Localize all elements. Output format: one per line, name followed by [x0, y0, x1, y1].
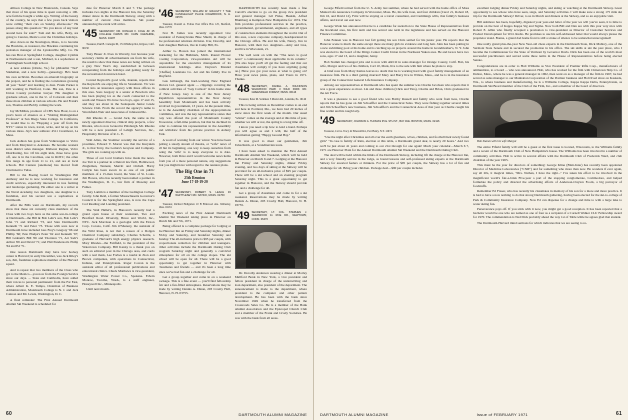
body-paragraph: A new address (Oriole, Va.) for philatelist "Ted" Snideman, and a new hobby—genealogy. He's been his own archivist. Becomes an emerald biography on the project, and he is finding the correlations growing all year "hand" and learning to dust. Frank Parker is still working in Hartford, Conn. His son, Pete is a Union County probation lawyer. His daughter is graduate school, one in the U. of Colorado and then three more children at various schools. He and Frank's son, Thomas and Bobby coming the work.: [6, 66, 79, 108]
class-secretary: SECRETARY, LT. COL. STEPHEN J. SHERWOOD 11 ROE DR., NEWTOWN, CONN. 06470: [251, 211, 307, 221]
class-year: '49: [234, 209, 250, 222]
class-secretary: SECRETARY, DANIEL A. WILKINSON WILDWOOD PARK 3 WILD PARK RD. GREENFIELD FOREST, PENN. 06116: [251, 85, 307, 95]
body-paragraph: A word of warning from our wives: You have been getting a steady stream of theatre, or "wife" news of all but its beginning, one way to keep ourselves from being the 'wife' is to keep everyone to is date. However, both Dave and I would welcome news items from you of a more personal nature, any suggestions that you might have with regard to the reunion plans.: [158, 138, 231, 167]
class-header-48: [235, 83, 307, 96]
body-paragraph: Exciting news of the First Annual Dartmouth Alumni Ski Weekend taking place in Hanover on March 6th and 7th, 1971.: [158, 210, 231, 223]
class-year: '49: [320, 115, 335, 128]
class-treasurer: Treasurer, Carl A. Tracy 42 Emerald Rd., Port Henry, N.Y. 12974: [324, 130, 392, 134]
couple-photo: [473, 90, 622, 138]
body-paragraph: Allison College in New Brunswick, Canada. Says that most of his spare time is spent restoring a 100-acre farm he bought a while ago. Writing of the beauty of the country, he says that a few years back visitors were calling "their cars on Sunday afternoons." He passes along this question: "Do you know of any land around here for sale?" Tom and his wife, Betty, are going to Cancun, Mexico over the Christmas holidays.: [6, 6, 79, 39]
body-paragraph: The Dartmouth-Harvard mind sermons for which indicates that we are seeing to re-: [477, 220, 588, 225]
class-secretary: SECRETARY, WILLIAM W. GRAULTY 7 THE CANDLELIGHT PLACE COLEBROOK, N. H. 03576: [175, 9, 231, 20]
reunion-dates: 25th Reunion June 17-18-19-20: [181, 175, 208, 185]
reunion-title: The Big One in 71: [175, 169, 214, 175]
body-paragraph: Jack Ashton has gone from Volkswagen to Volvo and from Maryland to Arkansas. He became western zone district sales manager. Midwest Region, Volvo Distributing, Inc. Of his eight kids, three have gone off, one is in the Carolinas, one in ROTC; the other five range in age from 11 to 21, and are at local schools. Hal Cannon (anemone) has moved from Cincinnati to Tulsa.: [6, 138, 79, 172]
body-paragraph: Bill Ashmore has been, hopefully, digested your year-end letter of the year we will you've seen, it is time to provide on the best of Kappa Kappa Sig and Sigma. Now both Bill and Dan are with this year very nice with Robert E. Albin who finally accepted a promotion to vice-president as Director of Customer Services and Product Development for W.O. Radio. He promises to use his self-addressed letter that would always please the proprietor stand. Bonne, a grand dad home front is still a stroke of silence to be somewhat unrecognized!: [473, 19, 622, 41]
body-paragraph: George Wade has announced that he is a candidate for reelection to the State House of Representatives from the Rockland area, his first term and has served one term in the legislature and has served on the Hanover Finance Committee.: [320, 23, 469, 37]
class-year: '47: [158, 187, 174, 200]
body-paragraph: The Walt Hallet's, in Hanover's recently had a grand open house at their restaurant, Two and Bradford Road. Diversity, Bruce and World, Inc., NYC. Jack Morrison is a geologist with the Exxon Corp. Corona, Calif. Jim O'Shanary, the assistant of the Wild Rose, is not that a reason of a Dolgen Chemical Company subsidiary. Charles Schottle, a graduate of Harvard's high energy physics research. Mary Rhodes—the Fairfield, is the president of the Watertown Company. Bill Kenny is a thank you on such an editorial post in the Chicago area, and cards with a real mark, Lee Forbes is a tourist in Zion and Brown companies, with operations in Connecticut, Indiana, and Pennsylvania. Roger Cowan is the assistant editor of all professional publications and educational clinics. Chuck Matthews is vice-president, Washington Water Power Co., Spokane. Edwin Monroe, Tacoma, Wash., is a staff engineer, Honeywell Inc., Minneapolis.: [82, 208, 155, 286]
body-paragraph: And to repeat that two members of the Class who got to the Mexico—you now from the Foreign Service since our days. ... State and Cambodia, have added their voices to personal permanent: from the Far East, where Albert K. E. Tumpa, Chairman of Business Administration, Monmouth College is N. J. and Jack Cannon and Mr. Lewis, Washington, D. C.: [6, 267, 79, 297]
body-paragraph: A final reminder: The First Annual Dartmouth Alumni Ski Weekend is scheduled for: [6, 297, 79, 306]
class-header-49: [320, 115, 469, 128]
class-header-46: [159, 8, 231, 21]
right-footer: [320, 412, 622, 417]
page-number: 61: [616, 411, 622, 417]
portrait-photo: [235, 225, 307, 269]
body-paragraph: The deal will be held within the limits of the Dartmouth Skiway, including lift the charge at the Hanover Inn, and a very friendly service in the lodge, as bound lessons and self-professed skiing experts at the Dartmouth Skiway for assorted feelers or thinkers. For the price of $95 per couple, the Skiway has a lot of fun and challenge for all. Bring your children. Package deal—$90 per couple includes: [320, 153, 469, 170]
body-paragraph: Bob Stamm has changed jobs and is now with ARCO in sales manager for Orange County, Calif. Bob, his wife, Margot and two of his children, Carl 10, Mark, live to the sale with him where he plans to stay.: [320, 59, 469, 68]
body-paragraph: I know you need a tip how to lend a hand. Perhaps you will agree as and I will, the half of the information getting "Happy Ground Bay.": [234, 125, 307, 138]
body-paragraph: Arthur G. Bowen has joined the international marketing for the Hallmark, Mich. Round Flower Coating Corporation, vice-president. Art will be responsible for the executive management of its international holdings. Also Dayton's Mandel (Chaffee) Louisiana Co. Art and his family live in Mayfield.: [158, 49, 231, 78]
body-paragraph: I have been asked to mention the First Annual Dartmouth Alumni Ski Weekend, which will be held in Hanover on March 6 and 7. Lodging at the Hanover Inn Friday and Saturday nights, dinner Friday evening, and two days of skiing at the Skiway will be provided for an all-inclusive price of $95 per couple. There will be a ski school and an evening program Saturday night. This is a great opportunity to get together in Hanover, and the Skiway should provide fun and a challenge for all.: [234, 148, 307, 190]
body-paragraph: This is being written as December comes to an end and here in Portland, Me., we have had 20 inches of snow since the first week of the month. Our usual "winter" comes on the average and at this time of year, whether we will or not, the spring is a long time off.: [234, 103, 307, 124]
body-paragraph: Bill to the Boeing board in Washington Bill Anthony and he is now working for insurance and credit services, especially interested in tree farming and landscape gardening. He either one is a writer at the Naval Academy, two daughters, one daughter is a freshman, and his second son a sophomore at Dartmouth.: [6, 173, 79, 202]
body-paragraph: Among our representatives at Dartmouth who has spent the summer was Charlie Jacobsen who reports that it was a great experience as most. Lin and three children (Chris and Tina), Charlie and Brian, Chris graduated in the Air Force.: [320, 83, 469, 96]
body-paragraph: date for Hanover March 6 and 7. The package includes two nights at the Hanover Inn, the Saturday dinner dance in the Dartmouth Skiway, along with a number of current class members. Ski poster announcing the event will arrive.: [82, 6, 155, 27]
left-column-2: [82, 6, 154, 406]
portrait-body: [495, 120, 598, 138]
issue-date: Issue of FEBRUARY 1971: [476, 412, 528, 417]
left-column-3: [159, 6, 231, 406]
class-treasurer: Treasurer, Paul B. Carnegie III, 174 Winthrop Rd., Kilgore, Calif. 96130: [82, 43, 155, 50]
left-footer: [6, 412, 307, 417]
body-paragraph: Until next month.: [86, 287, 110, 292]
class-year: '45: [82, 28, 98, 41]
right-page: [314, 0, 628, 420]
body-paragraph: Jim Rhodes Jr. — Grand Jack, the same as the newly appointed director, clinical ship projects, a few Rhodes, who is now located in Pittsburgh. Mr. Rhodes will be a new president of Lehigh Services, Inc., Hospitality Division of R. L. E.: [82, 116, 155, 137]
portrait-face: [500, 99, 541, 123]
body-paragraph: Tony Lamm is a member of the Ludington College faculty. John Reid, a former Massachusetts Governor's Council is for the Springfield area, is now the Cape Cod Reading and Landing president.: [82, 190, 155, 207]
class-header-49-left: [235, 210, 307, 223]
magazine-title: DARTMOUTH ALUMNI MAGAZINE: [238, 412, 307, 417]
body-paragraph: The entire Fifield family will still be a guest at the first issue is located, Wisconsin, to the Williams family and a recent of the Dartmouth Club of New Hampshire's house. The Williams has been involved in a number of community activities. Holt is active in several affairs with the Dartmouth Club of Frederick Ward, and club chairman of the year 1965.: [473, 145, 622, 162]
body-paragraph: Tony Heuer Jr. lives in Waverly, but because your secretary claims all advertisements are from his wife, the result is show that these notes are being written on a gray New Year's day, sandwiched in between recuperating from the holidays and getting ready for the recreational downtown hotel.: [82, 51, 155, 77]
body-paragraph: It was a pleasure to see a good friend who was Bobby Russell and family who went from here, Charlie reports that he has gone on Jim Schoeffler and the Connecticut Sales. They were fishing together several times and Jim Schoeffler's new business, Jim Schoeffler's and the Connecticut Area of that year as Charlie caught his fine wallet and his tough lady.: [320, 96, 469, 114]
portrait-face: [255, 232, 280, 254]
class-secretary: SECRETARY, JOHNSON A. THOMAS 35 E. 9TH ST., BAY AVE. BOSTON, MASS. 02116: [336, 120, 440, 124]
class-year: '46: [158, 8, 174, 20]
body-paragraph: John Fennen was in Hanover last fall getting his son Chris settled for his junior year. He reports that the Hanover scene is much the same except there are many girls in evidence and long hair. John has been putting in a new swimming pool at his home and is catching up on projects around the home in Grandmother's, N. Y. John was elected to the board of the Dirigo Center Credit Union in the Northeast Yukon area. He and Grace have two sons, ages 17 and 13, and a daughter, Jenny.: [320, 37, 469, 59]
body-paragraph: Walt Allen, the Stomitec recently the service of a prostitute, Edward V. Morrat was that the Kuryakin Jr., is that Terry, the Lomax's Grayson and Company. The girls are cooking up with us.: [82, 138, 155, 155]
body-paragraph: DARTMOUTH has recently been made a fine Carroll's election to go on the group vice president and general manager. Gil Fiske, Heekin, Alfred Blumberg A Kempton New Hampshire for 1974. The firm provides professional services in the practice, governmental, governmental, engineers, and all types of construction elements throughout the world. Out of this area, a new corporate company, headquartered in the Chicago office. He and his wife, Nancy, live in Hanover, with their two daughters—Amy and Lisa, and live in Wisconsin, 21.: [234, 6, 307, 51]
photo-caption: Bob Stamm with his wife Margot: [477, 139, 517, 144]
body-paragraph: After the Bills went on Dartmouth, my records show that these six currently class members of the Class with two boys have as the same son-in-college at Dartmouth—the Bill & Bob Lehr's son, Bob Lehr's John '71 and Richard '73, and Stan Dartmouth's Kenneth '71 and Peter '73. Those with sons now at Dartmouth have included Gus Frey's Gregory '66 and Phillip '66; Pete Phelps's Peter '62 and Kenneth '67; Bill Graham's Bill '66 and Thornton '71, Art Sadr's Arthur '69 and David '71; and Phil Punderson's Philip '64 and Ed '71.: [6, 203, 79, 249]
class-header-47: [159, 188, 231, 201]
body-paragraph: Get a group of classmates and come in for a ski weekend. Reservations may be made by writing Dennis A. Dinan, 203 Crosby Hall, Hanover, N. H. 03755.: [234, 191, 307, 208]
body-paragraph: The well went on with the "The news is good news" a continuously most applicable in its column." (We also hope you'll all get the feeling and that our classmates will comply if you have anything going on.) Have you got your news at what is going on? Have your news plans, plans, and Yours in 1971. Thanks.: [234, 52, 307, 82]
body-paragraph: Also down on the Newington, Mass., is to become the Hawkins, as treasurer, the Hawkins continuing his probation manager of the Lyndonville Mfg. Co. He has run Brat at Springfield College, daughter Cynthia at Northeastern and a son, Michael, is a sophomore at Framingham South high school.: [6, 40, 79, 65]
right-column-1: [320, 6, 469, 406]
left-column-4: [235, 6, 307, 406]
body-paragraph: Conrad Reynold's good wife, Jeannie, reports that the Reynold's are enjoying life in Stonehurst. Vic was hired into an insurance agency with three offices in this area. Sons Gregory is a senior at Bowdoin who has been playing ice as the coach connected to the south and Waseca Wo have two boys, ages 17 and 15, and they are about in the Sadaquada Junior Grade Science Club. From the record the agency's name is Wreckfield-Weir and Associates of Johnsonville.: [82, 77, 155, 115]
body-paragraph: Ivar H. James was recently appointed vice president of Pennsylvania Blue Shield, in charge of the professional relations division. Ivar, Dorothy, and their daughter Barbara, live in Camp Hill, Pa.: [158, 31, 231, 48]
body-paragraph: Dr. Dorothy Anderson wearing a dinner at Morley Mullford Bonk in New York, a vice president and fellow president in charge of the underwriting and loan department, also president of the department. The announcement is made to the department, where president is the computer and other pattern development. He has been with the bank since November 1949 when he transferred from the Crossroads Sales Co. He is a member of the Bank Alumni Association and the Episcopal Church Club and a member of the Frank and Lively Societies. He was with the bank from all areas.: [234, 270, 307, 320]
class-secretary: SECRETARY, ROBERT S. LEACH 33 WHITTLESEY RD. NATICK, MASS. 01760: [175, 190, 231, 197]
class-treasurer: Treasurer, Peter M. Sommers 3 Marion Rd., Lansdale, Pa. 19146: [238, 98, 307, 102]
body-paragraph: A brief note from Mary Katina leaves no doubt that he is working hard with good family management of an insurance firm. He is a third getting married! Mary and Barry live in Wilton, Mass., and he is in the insurance group of the Connecticut General Life Insurance Company.: [320, 69, 469, 82]
reunion-notice: [159, 170, 231, 185]
body-paragraph: Gus Gilbaugh, the hard-working New England Motors Ltd. general agent — clippings covering the political activities of "Guy Carlson" in his home state of New Jersey. Guy is one of the New Jersey Republican representatives in the New Jersey Assembly from Monmouth and has been actively involved in government, 13 years. At the present time, he is the Assembly chairman of the Appropriations Committee, and was the key representative states that Guy was offered the post of Monmouth County Prosecutor, a full-time position, but that he declined in order to continue his representation in the Assembly and withdraw from his private practice in Asbury Park.: [158, 79, 231, 137]
class-treasurer: Treasurer, Donald A. Forbes Post Office Box 125, Medford, Mass. 01776: [158, 23, 231, 30]
magazine-title: DARTMOUTH ALUMNI MAGAZINE: [320, 412, 389, 417]
body-paragraph: Being offered is a complete package for lodging at the Hanover Inn on Friday and Saturday nights, dinner Friday and Saturday, and breakfast Saturday and Sunday. The all-inclusive price is $95 per couple, with proportionate reduction for children and teenagers. Other activities include the Dartmouth Outing Club program Saturday night and generally a convivial atmosphere for all on the college slopes. The ski school will be open for all. There will be a good opportunity to get together in Hanover with classmates and friends — and it's been a long time since we've had fun and a challenge for all.: [158, 224, 231, 274]
body-paragraph: One reason Dartmouth may have low hockey center is Harvard; in early December, was Jack Riley's son, Jim, freshman sophomore member of the Harvard squad.: [6, 249, 79, 267]
right-column-2: [473, 6, 622, 406]
portrait-body: [246, 252, 295, 269]
body-paragraph: "Use the night after Christmas and all over the earth gleamers, wives, children, and football their newly found girls" "In case is family of Rain, election at this table, a Dartmouth grand dear, is nearly 20 hours." And two we'll be just about 41 years and coming to our 21st through for one again! Much your calendar—March 6 7, 1971 are Hanover Plain for the Annual Dartmouth Alumni Ski Weekend and the Dartmouth Outing Club.: [320, 135, 469, 152]
body-paragraph: Congratulations are in order to Holt Williams as Vice President of Premier Rifle Corp., manufacturers of ammunition, to a board ... who was announced. Holt, who has worked for the firm with Chinatown Ship Co. of Dalton, Mass., where he was a general manager in 1962, then went on as a manager of the firm in 1967, he had served as sales manager to our Manhattan Corporation of the Premier business and Holt lived since on Kaskade, Wis., to where business and manufacturing, he is a Williams College, Kappa Kappa Delta, Pennsylvania, as Dartmouth Ski Board member of the Club of the Firm, Inc., and a member of the board of directors.: [473, 63, 622, 89]
class-header-45: [82, 28, 154, 41]
body-paragraph: Get a group together and come in on a weekend package. This is a fine event — you'll find fellowship fair and a fun-filled atmosphere. Reservations may be made by writing Dennis A. Dinan, 203 Crosby Hall, Hanover, N. H. 03755.: [158, 275, 231, 296]
body-paragraph: George Fifield retired from the U. S. Army last summer, where he had served with the home office of Mass Mutual Life Assurance Company in Worcester, Mass. He, his wife Joan, and four children (Carol 21, Robert 18, Jim 16, and David 12), Fritz will be staying as a travel consultant, and Cummings wills, that family's business affairs, and travel out east now.: [320, 6, 469, 23]
class-year: '48: [234, 83, 250, 96]
class-secretary: SECRETARY, DR. DONALD F. COLE JR. 25 COLLEGE FARMS RD. CAPE CHESHIRE, MASS. 04187: [99, 30, 155, 40]
body-paragraph: excellent lodging dinner Friday and Saturday nights, and skiing or watching at the Dartmouth Skiway. Great opportunity to see whose who have seen, stage, and Saturday activities. I will make sure a strong 175 mile ski trip for the Dartmouth Skiway! Driver, to us in March and dinners at the Skiway, and so an enjoyable visit.: [473, 6, 622, 19]
body-paragraph: Three of our local brothers have made the news. Joe Tutt is a partner in a Detroit law firm, Holmwood, Zingleman, Tennant, Merritt and Orchell. Harry Carlyle has been sworn in as one of six public members of a 15-man board, the State of St. Louis. Jim Howes, who has recently been named a partner in the Washington, D. C., law firm of Moseley and Fulner.: [82, 155, 155, 189]
body-paragraph: Jay McMillan, producer of CBS New Hour, is on a year's leave of absence as a "Visiting Distinguished Professor" at San Diego State College. In California, he would like to do "Hopping a year off from the NYC" status in town, travel, write, and let up on his various ideas. Jay's new address: 4511 Crestmont, La Mesa.: [6, 108, 79, 138]
page-number: 60: [6, 411, 12, 417]
body-paragraph: This must be the year for directors of something: George Kline (Blair-Inter) has recently been appointed Director of Medicine Laboratories ("CSM") and for something who more than now. He wonders if ever again, say all 20s, it magical times, "Mrs. Nathan, I have the right..." I've taken his effort to be involved in the magnificent world's fair-a-brisk Five-year a part of the stopping conglomerate, Commodore, and helped formulate the policy and directed the advertising efforts of Anderson-Clayton Foods, a big purveyor of foodstuffs.: [473, 163, 622, 188]
body-paragraph: One really grand plus-the-year New Year-old chess experts in the Dartmouth State, Dick Mallory, one of the Vermont State Senate and in secured the promotion in his office. The ski skills at ski the past place, who I became the Commissioner for the State of Vermont by Governor Davis. Dick has been one of the world's most successful practitioners and served some three terms in the House of Representatives before being elected Senate.: [473, 41, 622, 63]
body-paragraph: It was good to meet our gentlemen, Jim Tabachnick, at a Scandinavian tours.: [234, 139, 307, 148]
body-paragraph: Perseverance pays off. If you stick with it now, you might get a good reception. It has been reported that a bachelor would be one who are named as one of four as a recipient of a Cornell Walker CLU Fellowship award for 1970. The commendation is Ned Dick probably ahead the way 1st of Table while he agrees glad that student.: [473, 207, 622, 220]
left-column-1: [6, 6, 78, 406]
body-paragraph: Remember Ed Fraser, who has recently his classmates in memory of his son for a more and more practice. It is had to have a now nothing to do that strong Dartmouth gathering, having been elected for the ski-to-college of Park & Community Insurance Company. Now Ed can dispense for a change and time to with a large lake to water skiing fun.: [473, 189, 622, 206]
class-treasurer: Treasurer, Richard Hallgarten 10 B Elmwood Ave. Wellesley, Mass. 02181: [158, 202, 231, 209]
